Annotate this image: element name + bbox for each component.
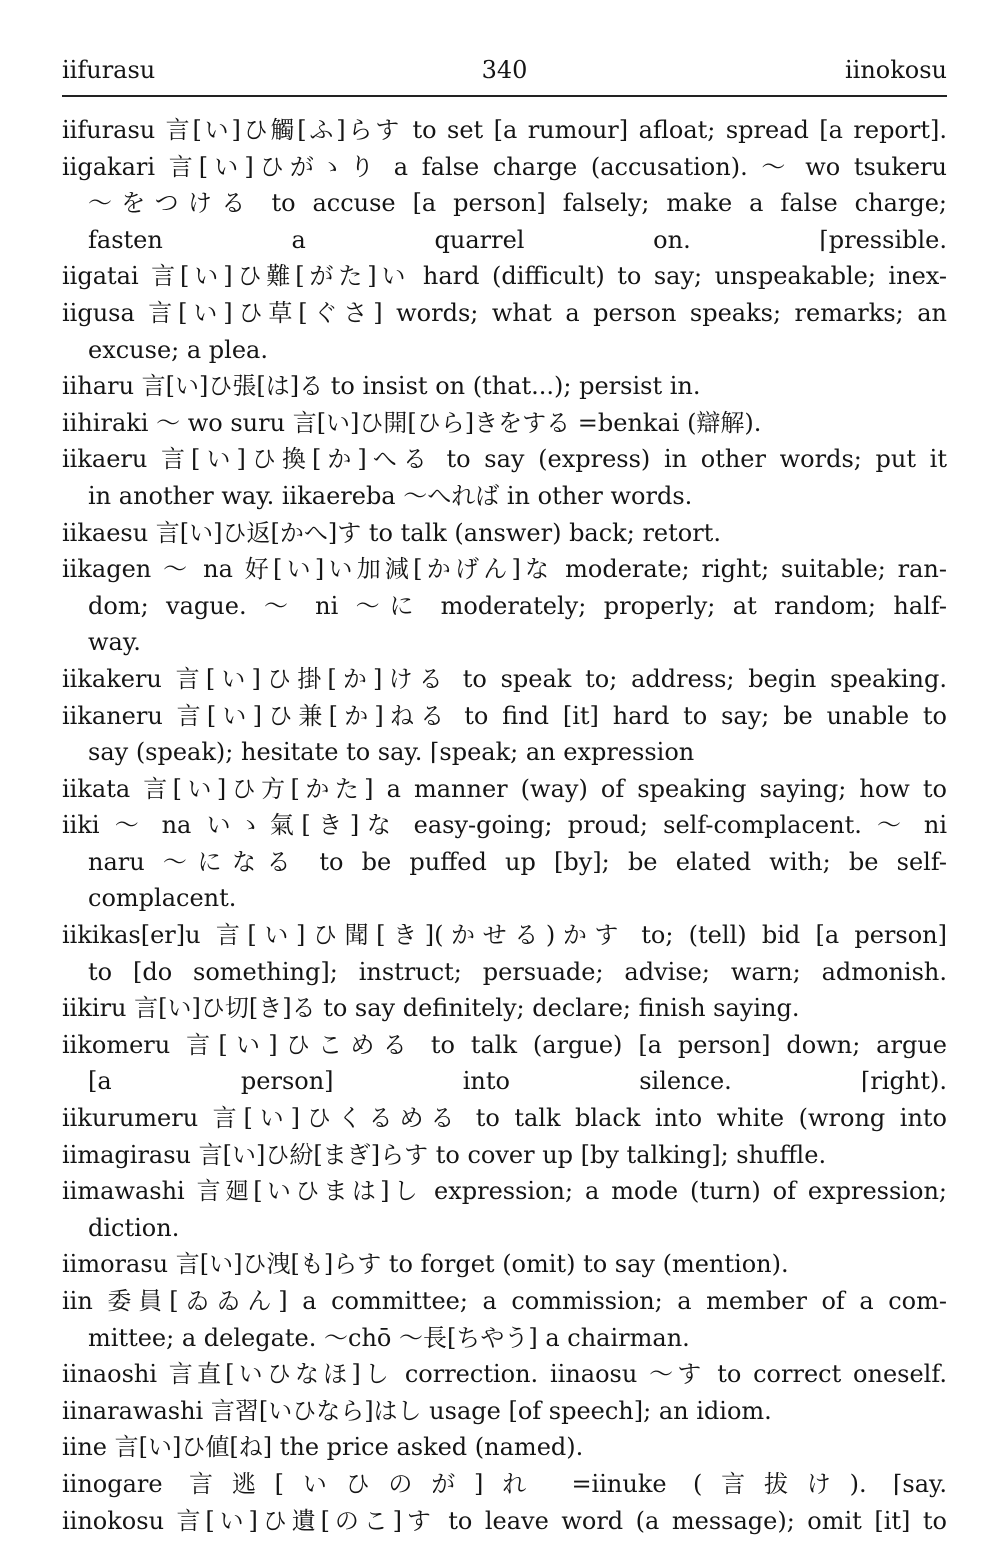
entry-line: iine 言[い]ひ値[ね] the price asked (named).: [62, 1433, 584, 1462]
entry-line: iimorasu 言[い]ひ洩[も]らす to forget (omit) to say (mention).: [62, 1250, 789, 1279]
entry-line: iinarawashi 言習[いひなら]はし usage [of speech]; an idiom.: [62, 1396, 772, 1425]
entry-line: iikurumeru 言[い]ひくるめる to talk black into white (wrong into: [62, 1104, 947, 1133]
entry-line: dom; vague. ～ ni ～に moderately; properly; at random; half-: [88, 591, 947, 620]
entry-line: say (speak); hesitate to say. ⌈speak; an expression: [88, 738, 695, 767]
entry-line: iikata 言[い]ひ方[かた] a manner (way) of speaking saying; how to: [62, 774, 947, 803]
entry-line: mittee; a delegate. ～chō ～長[ちやう] a chairman.: [88, 1323, 690, 1352]
entry-line: iimagirasu 言[い]ひ紛[まぎ]らす to cover up [by talking]; shuffle.: [62, 1140, 827, 1169]
entry-line: iikaeru 言[い]ひ換[か]へる to say (express) in other words; put it: [62, 445, 947, 474]
left-guide-word: iifurasu: [62, 56, 156, 84]
entry-line: fasten a quarrel on. ⌈pressible.: [88, 225, 947, 254]
entry-line: [a person] into silence. ⌈right).: [88, 1067, 947, 1096]
entry-line: complacent.: [88, 884, 237, 913]
entry-line: iikomeru 言[い]ひこめる to talk (argue) [a person] down; argue: [62, 1030, 947, 1059]
dictionary-entries: [62, 112, 947, 1539]
entry-line: iimawashi 言廻[いひまは]し expression; a mode (turn) of expression;: [62, 1177, 947, 1206]
entry-line: in another way. iikaereba ～へれば in other words.: [88, 481, 693, 510]
entry-line: iiki ～ na いゝ氣[き]な easy-going; proud; self-complacent. ～ ni: [62, 811, 947, 840]
entry-line: diction.: [88, 1213, 180, 1242]
entry-line: iikikas[er]u 言[い]ひ聞[き](かせる)かす to; (tell) bid [a person]: [62, 921, 947, 950]
header-rule: [62, 95, 947, 97]
page-header: [62, 55, 947, 89]
entry-line: iiharu 言[い]ひ張[は]る to insist on (that...); persist in.: [62, 372, 701, 401]
entry-line: excuse; a plea.: [88, 335, 268, 364]
entry-line: iikiru 言[い]ひ切[き]る to say definitely; declare; finish saying.: [62, 994, 800, 1023]
entry-line: naru ～になる to be puffed up [by]; be elated with; be self-: [88, 847, 947, 876]
entry-line: ～をつける to accuse [a person] falsely; make a false charge;: [88, 189, 947, 218]
entry-line: iigusa 言[い]ひ草[ぐさ] words; what a person speaks; remarks; an: [62, 298, 947, 327]
entry-line: to [do something]; instruct; persuade; advise; warn; admonish.: [88, 957, 947, 986]
entry-line: iifurasu 言[い]ひ觸[ふ]らす to set [a rumour] afloat; spread [a report].: [62, 116, 947, 144]
entry-line: iin 委員[ゐゐん] a committee; a commission; a member of a com-: [62, 1287, 947, 1315]
entry-line: way.: [88, 628, 141, 657]
entry-line: iinokosu 言[い]ひ遺[のこ]す to leave word (a message); omit [it] to: [62, 1506, 947, 1535]
entry-line: iikakeru 言[い]ひ掛[か]ける to speak to; address; begin speaking.: [62, 664, 947, 693]
page-number: 340: [481, 56, 528, 84]
entry-line: iikaesu 言[い]ひ返[かへ]す to talk (answer) back; retort.: [62, 518, 721, 547]
entry-line: iikaneru 言[い]ひ兼[か]ねる to find [it] hard to say; be unable to: [62, 701, 947, 730]
entry-line: iigakari 言[い]ひがゝり a false charge (accusation). ～ wo tsukeru: [62, 152, 947, 181]
entry-line: iinogare 言逃[いひのが]れ =iinuke (言拔け). ⌈say.: [62, 1469, 947, 1498]
entry-line: iikagen ～ na 好[い]い加減[かげん]な moderate; right; suitable; ran-: [62, 555, 947, 584]
entry-line: iihiraki ～ wo suru 言[い]ひ開[ひら]きをする =benkai (辯解).: [62, 408, 762, 437]
right-guide-word: iinokosu: [844, 56, 947, 84]
entry-line: iinaoshi 言直[いひなほ]し correction. iinaosu ～す to correct oneself.: [62, 1360, 947, 1389]
entry-line: iigatai 言[い]ひ難[がた]い hard (difficult) to say; unspeakable; inex-: [62, 262, 947, 291]
